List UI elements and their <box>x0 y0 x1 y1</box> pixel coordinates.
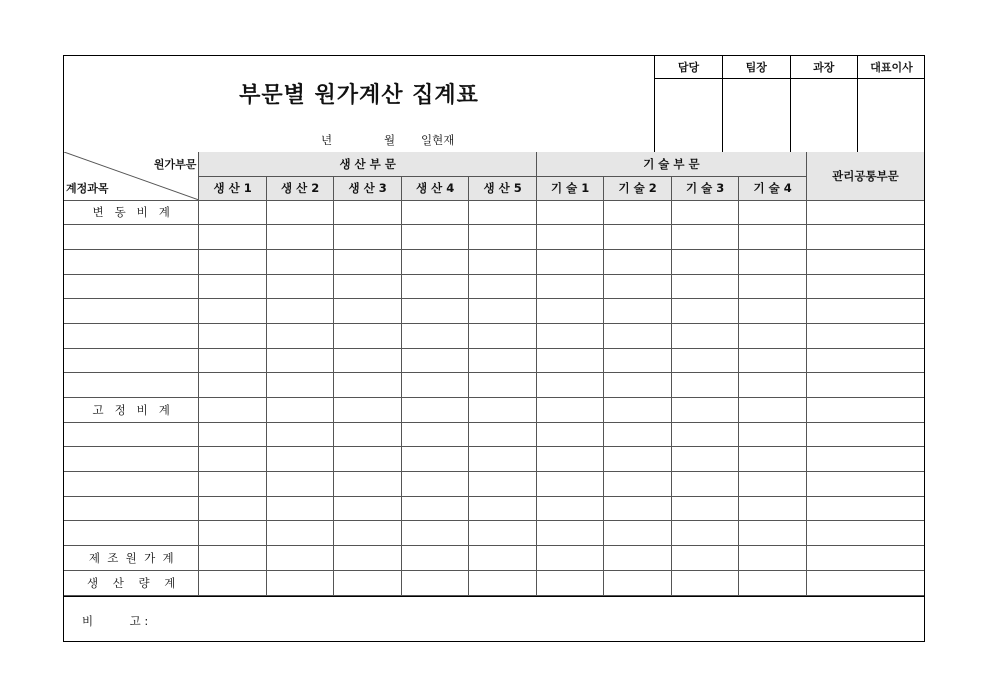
table-row <box>64 225 924 250</box>
table-cell[interactable] <box>266 200 334 225</box>
table-cell[interactable] <box>199 447 267 472</box>
table-cell[interactable] <box>739 323 807 348</box>
table-cell[interactable] <box>469 373 537 398</box>
table-cell[interactable] <box>334 546 402 571</box>
approval-signature-section-chief[interactable] <box>790 79 858 153</box>
table-cell[interactable] <box>671 570 739 595</box>
table-cell[interactable] <box>806 299 924 324</box>
table-cell[interactable] <box>739 225 807 250</box>
table-cell[interactable] <box>469 398 537 423</box>
table-cell[interactable] <box>401 546 469 571</box>
table-cell[interactable] <box>334 521 402 546</box>
table-cell[interactable] <box>266 274 334 299</box>
table-row <box>64 521 924 546</box>
table-cell[interactable] <box>266 323 334 348</box>
table-cell[interactable] <box>671 447 739 472</box>
table-cell[interactable] <box>266 348 334 373</box>
table-cell[interactable] <box>469 447 537 472</box>
table-cell[interactable] <box>739 200 807 225</box>
table-cell[interactable] <box>536 299 604 324</box>
table-cell[interactable] <box>401 274 469 299</box>
table-cell[interactable] <box>671 200 739 225</box>
table-cell[interactable] <box>536 274 604 299</box>
table-cell[interactable] <box>739 521 807 546</box>
table-cell[interactable] <box>469 422 537 447</box>
table-cell[interactable] <box>199 398 267 423</box>
table-cell[interactable] <box>469 546 537 571</box>
table-cell[interactable] <box>806 521 924 546</box>
table-cell[interactable] <box>266 373 334 398</box>
table-row <box>64 447 924 472</box>
table-cell[interactable] <box>334 348 402 373</box>
table-cell[interactable] <box>671 348 739 373</box>
col-header-technical-1: 기 술 1 <box>536 176 604 200</box>
table-cell[interactable] <box>469 323 537 348</box>
col-header-production-5: 생 산 5 <box>469 176 537 200</box>
table-cell[interactable] <box>401 225 469 250</box>
col-header-production-2: 생 산 2 <box>266 176 334 200</box>
table-cell[interactable] <box>806 570 924 595</box>
table-cell[interactable] <box>806 398 924 423</box>
row-label: 제 조 원 가 계 <box>64 546 199 571</box>
table-cell[interactable] <box>469 274 537 299</box>
date-month-label: 월 <box>384 133 396 147</box>
table-cell[interactable] <box>671 274 739 299</box>
date-day-label: 일현재 <box>421 133 455 147</box>
table-cell[interactable] <box>536 200 604 225</box>
table-cell[interactable] <box>536 249 604 274</box>
table-cell[interactable] <box>536 373 604 398</box>
row-label[interactable] <box>64 521 199 546</box>
table-cell[interactable] <box>266 447 334 472</box>
table-cell[interactable] <box>806 373 924 398</box>
row-label[interactable] <box>64 422 199 447</box>
table-cell[interactable] <box>604 546 672 571</box>
table-cell[interactable] <box>199 200 267 225</box>
approval-signature-ceo[interactable] <box>858 79 926 153</box>
approval-header-manager: 담당 <box>655 56 723 79</box>
table-cell[interactable] <box>334 323 402 348</box>
table-cell[interactable] <box>604 472 672 497</box>
table-cell[interactable] <box>469 348 537 373</box>
table-cell[interactable] <box>334 447 402 472</box>
row-label[interactable] <box>64 496 199 521</box>
table-row <box>64 200 924 225</box>
approval-header-section-chief: 과장 <box>790 56 858 79</box>
table-cell[interactable] <box>199 570 267 595</box>
table-cell[interactable] <box>671 323 739 348</box>
table-row <box>64 422 924 447</box>
table-cell[interactable] <box>199 422 267 447</box>
table-cell[interactable] <box>671 225 739 250</box>
table-cell[interactable] <box>671 496 739 521</box>
table-cell[interactable] <box>806 546 924 571</box>
table-cell[interactable] <box>604 323 672 348</box>
table-cell[interactable] <box>536 521 604 546</box>
table-cell[interactable] <box>739 447 807 472</box>
row-label[interactable] <box>64 249 199 274</box>
table-cell[interactable] <box>266 422 334 447</box>
table-cell[interactable] <box>469 225 537 250</box>
table-cell[interactable] <box>739 472 807 497</box>
table-cell[interactable] <box>536 323 604 348</box>
col-header-production-3: 생 산 3 <box>334 176 402 200</box>
table-cell[interactable] <box>266 472 334 497</box>
table-cell[interactable] <box>604 299 672 324</box>
sheet-header <box>64 56 924 153</box>
table-cell[interactable] <box>604 398 672 423</box>
table-cell[interactable] <box>671 373 739 398</box>
remarks-label: 비 고 : <box>82 614 149 628</box>
table-cell[interactable] <box>604 348 672 373</box>
corner-cost-department-label: 원가부문 <box>153 158 197 171</box>
table-cell[interactable] <box>469 496 537 521</box>
table-cell[interactable] <box>806 422 924 447</box>
page-title: 부문별 원가계산 집계표 <box>239 83 479 108</box>
col-header-production-4: 생 산 4 <box>401 176 469 200</box>
table-cell[interactable] <box>536 570 604 595</box>
row-label[interactable] <box>64 373 199 398</box>
table-cell[interactable] <box>806 496 924 521</box>
table-cell[interactable] <box>671 299 739 324</box>
approval-box <box>654 56 925 152</box>
table-cell[interactable] <box>334 225 402 250</box>
table-row <box>64 472 924 497</box>
table-cell[interactable] <box>199 521 267 546</box>
table-cell[interactable] <box>199 496 267 521</box>
remarks-section <box>64 596 924 642</box>
table-cell[interactable] <box>199 546 267 571</box>
table-cell[interactable] <box>401 496 469 521</box>
table-cell[interactable] <box>334 299 402 324</box>
table-cell[interactable] <box>469 570 537 595</box>
approval-header-team-lead: 팀장 <box>723 56 791 79</box>
table-cell[interactable] <box>806 200 924 225</box>
table-cell[interactable] <box>401 200 469 225</box>
table-cell[interactable] <box>671 546 739 571</box>
row-label[interactable] <box>64 447 199 472</box>
technical-group-header: 기 술 부 문 <box>536 152 806 176</box>
table-row <box>64 546 924 571</box>
cost-summary-sheet <box>63 55 925 642</box>
table-cell[interactable] <box>536 472 604 497</box>
row-label: 변 동 비 계 <box>64 200 199 225</box>
table-cell[interactable] <box>334 200 402 225</box>
table-cell[interactable] <box>334 496 402 521</box>
table-row <box>64 249 924 274</box>
table-cell[interactable] <box>604 521 672 546</box>
table-cell[interactable] <box>401 570 469 595</box>
table-cell[interactable] <box>199 249 267 274</box>
admin-common-header: 관리공통부문 <box>806 152 924 200</box>
table-cell[interactable] <box>401 447 469 472</box>
table-cell[interactable] <box>266 299 334 324</box>
table-cell[interactable] <box>469 249 537 274</box>
table-cell[interactable] <box>739 422 807 447</box>
table-cell[interactable] <box>806 274 924 299</box>
row-label[interactable] <box>64 348 199 373</box>
corner-account-label: 계정과목 <box>66 181 109 195</box>
row-label: 고 정 비 계 <box>64 398 199 423</box>
table-cell[interactable] <box>401 348 469 373</box>
table-cell[interactable] <box>536 225 604 250</box>
table-corner-header <box>64 152 199 200</box>
approval-signature-manager[interactable] <box>655 79 723 153</box>
table-cell[interactable] <box>334 570 402 595</box>
table-cell[interactable] <box>806 348 924 373</box>
row-label[interactable] <box>64 323 199 348</box>
row-label[interactable] <box>64 299 199 324</box>
table-cell[interactable] <box>604 447 672 472</box>
col-header-technical-4: 기 술 4 <box>739 176 807 200</box>
table-cell[interactable] <box>401 422 469 447</box>
table-cell[interactable] <box>671 472 739 497</box>
table-cell[interactable] <box>266 570 334 595</box>
table-cell[interactable] <box>469 472 537 497</box>
approval-signature-team-lead[interactable] <box>723 79 791 153</box>
table-cell[interactable] <box>806 323 924 348</box>
row-label: 생 산 량 계 <box>64 570 199 595</box>
table-cell[interactable] <box>199 274 267 299</box>
table-cell[interactable] <box>671 249 739 274</box>
table-cell[interactable] <box>199 373 267 398</box>
table-cell[interactable] <box>604 225 672 250</box>
table-cell[interactable] <box>604 373 672 398</box>
table-cell[interactable] <box>739 249 807 274</box>
table-cell[interactable] <box>536 496 604 521</box>
table-row <box>64 323 924 348</box>
table-cell[interactable] <box>266 398 334 423</box>
table-cell[interactable] <box>806 447 924 472</box>
approval-header-ceo: 대표이사 <box>858 56 926 79</box>
table-cell[interactable] <box>739 546 807 571</box>
date-year-label: 년 <box>321 133 333 147</box>
table-cell[interactable] <box>604 249 672 274</box>
table-cell[interactable] <box>266 521 334 546</box>
production-group-header: 생 산 부 문 <box>199 152 537 176</box>
table-cell[interactable] <box>671 398 739 423</box>
table-cell[interactable] <box>604 570 672 595</box>
table-cell[interactable] <box>266 496 334 521</box>
table-row <box>64 348 924 373</box>
col-header-technical-3: 기 술 3 <box>671 176 739 200</box>
row-label[interactable] <box>64 274 199 299</box>
table-cell[interactable] <box>671 422 739 447</box>
table-row <box>64 299 924 324</box>
table-cell[interactable] <box>536 546 604 571</box>
table-cell[interactable] <box>401 398 469 423</box>
table-cell[interactable] <box>401 299 469 324</box>
table-cell[interactable] <box>199 472 267 497</box>
table-cell[interactable] <box>604 274 672 299</box>
row-label[interactable] <box>64 472 199 497</box>
table-cell[interactable] <box>739 570 807 595</box>
table-cell[interactable] <box>739 496 807 521</box>
table-cell[interactable] <box>334 422 402 447</box>
table-cell[interactable] <box>266 546 334 571</box>
table-cell[interactable] <box>401 521 469 546</box>
table-cell[interactable] <box>334 398 402 423</box>
table-cell[interactable] <box>604 422 672 447</box>
table-cell[interactable] <box>469 521 537 546</box>
table-row <box>64 274 924 299</box>
table-cell[interactable] <box>671 521 739 546</box>
row-label[interactable] <box>64 225 199 250</box>
table-cell[interactable] <box>604 200 672 225</box>
table-cell[interactable] <box>739 274 807 299</box>
table-row <box>64 570 924 595</box>
table-cell[interactable] <box>334 249 402 274</box>
table-cell[interactable] <box>806 249 924 274</box>
table-cell[interactable] <box>536 398 604 423</box>
table-cell[interactable] <box>739 348 807 373</box>
table-cell[interactable] <box>401 323 469 348</box>
table-cell[interactable] <box>469 200 537 225</box>
col-header-technical-2: 기 술 2 <box>604 176 672 200</box>
table-cell[interactable] <box>536 348 604 373</box>
cost-table <box>64 152 924 596</box>
table-cell[interactable] <box>334 472 402 497</box>
table-cell[interactable] <box>401 249 469 274</box>
table-cell[interactable] <box>266 225 334 250</box>
table-cell[interactable] <box>469 299 537 324</box>
table-cell[interactable] <box>739 373 807 398</box>
table-cell[interactable] <box>739 299 807 324</box>
table-cell[interactable] <box>536 447 604 472</box>
table-cell[interactable] <box>334 373 402 398</box>
table-cell[interactable] <box>199 299 267 324</box>
table-row <box>64 398 924 423</box>
table-cell[interactable] <box>199 323 267 348</box>
table-cell[interactable] <box>806 472 924 497</box>
table-cell[interactable] <box>739 398 807 423</box>
table-row <box>64 496 924 521</box>
col-header-production-1: 생 산 1 <box>199 176 267 200</box>
table-cell[interactable] <box>604 496 672 521</box>
table-cell[interactable] <box>401 472 469 497</box>
table-cell[interactable] <box>199 348 267 373</box>
table-cell[interactable] <box>266 249 334 274</box>
table-cell[interactable] <box>199 225 267 250</box>
table-cell[interactable] <box>401 373 469 398</box>
table-cell[interactable] <box>536 422 604 447</box>
table-cell[interactable] <box>334 274 402 299</box>
table-row <box>64 373 924 398</box>
table-cell[interactable] <box>806 225 924 250</box>
